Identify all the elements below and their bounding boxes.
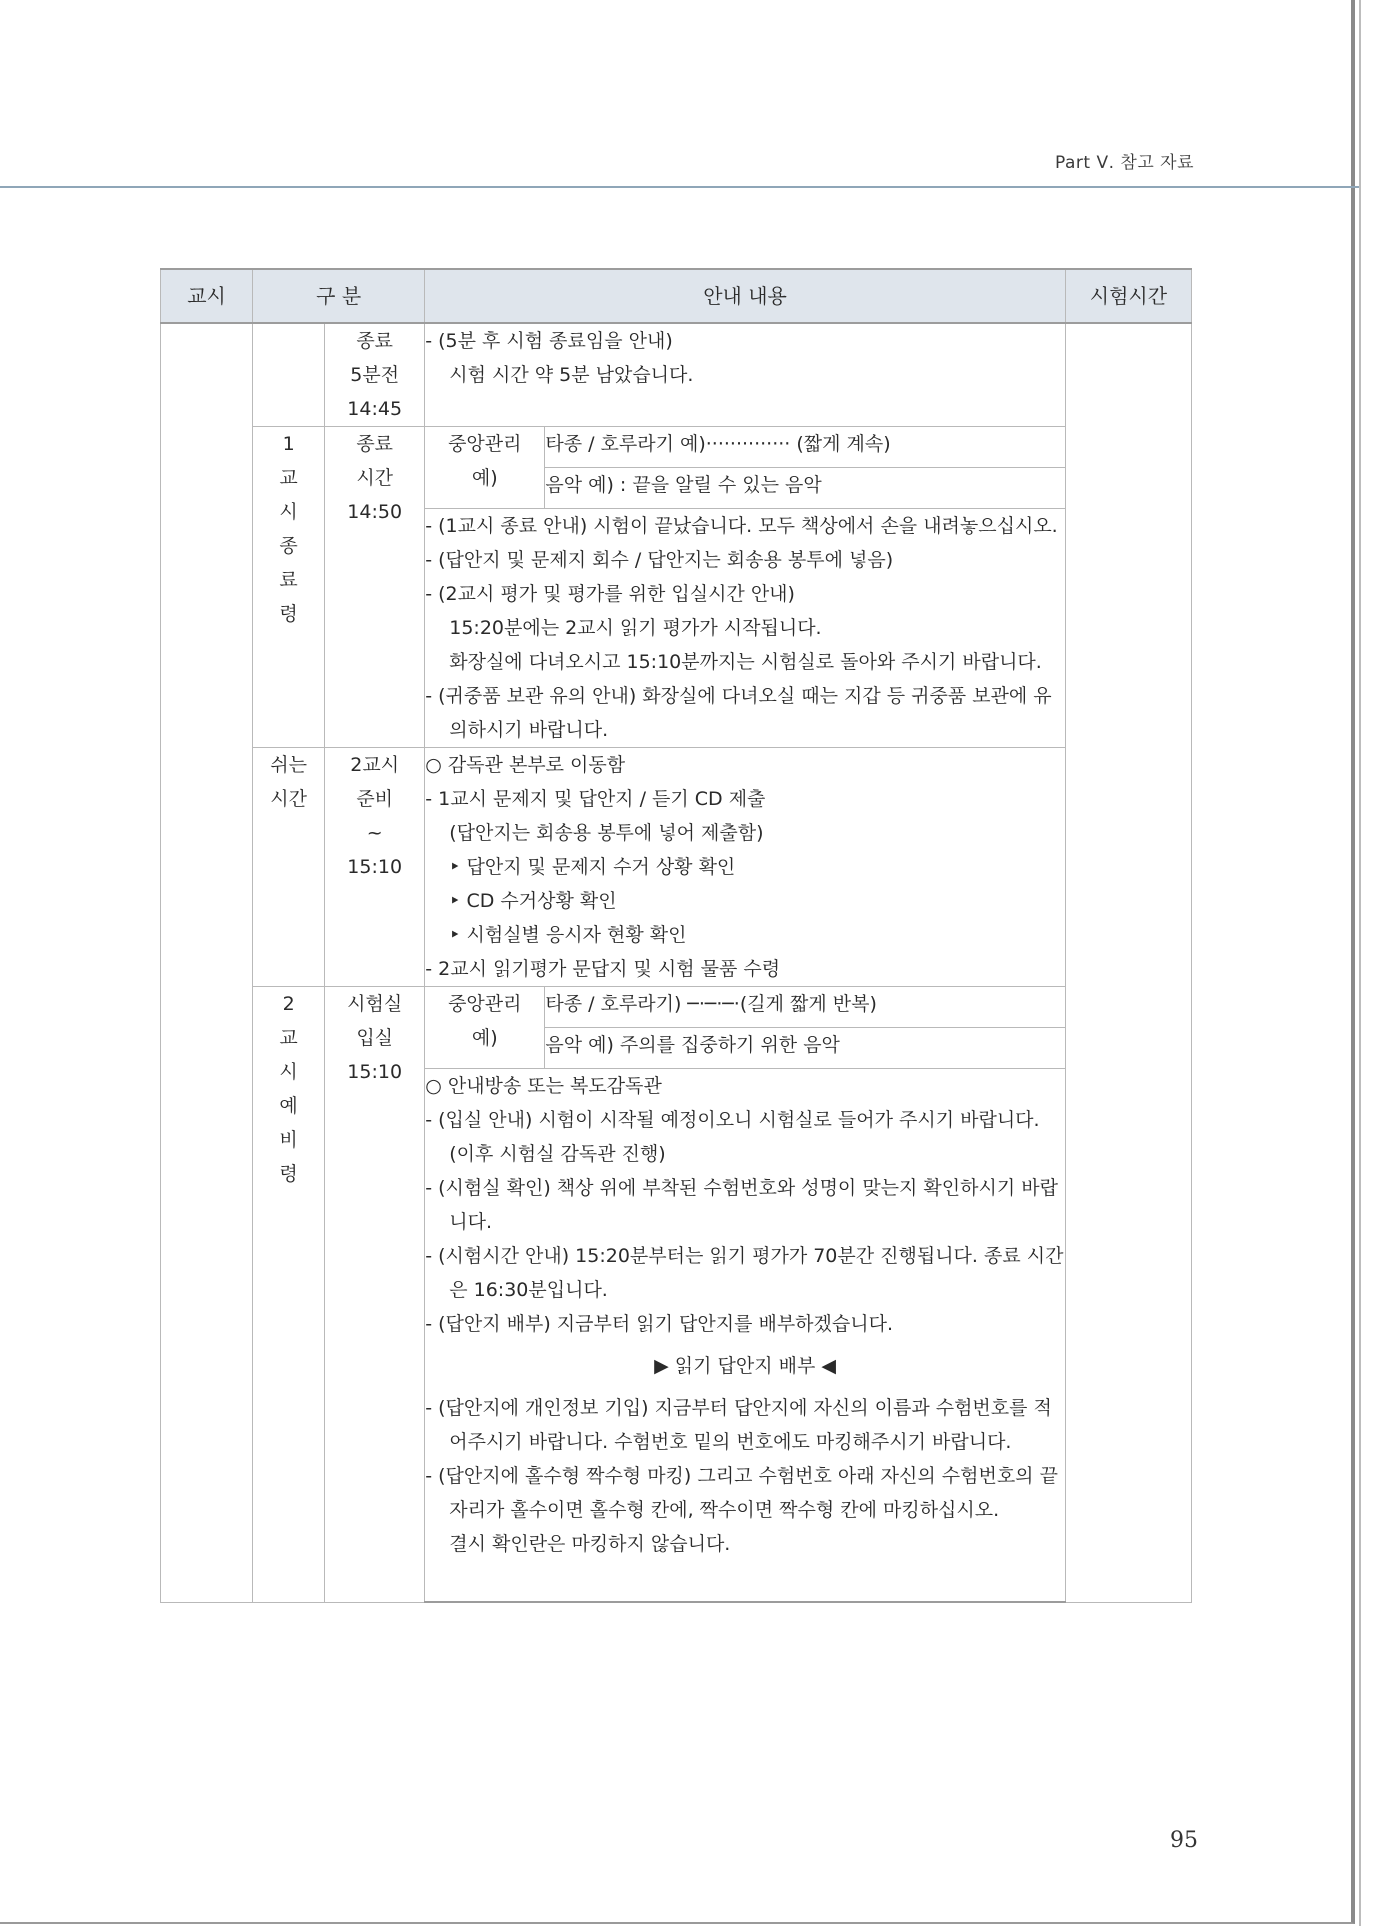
content-line: - (5분 후 시험 종료임을 안내) <box>425 330 673 352</box>
content-line: - (시험시간 안내) 15:20분부터는 읽기 평가가 70분간 진행됩니다. 종료 시간은 16:30분입니다. <box>425 1245 1064 1301</box>
content-line: - (답안지 및 문제지 회수 / 답안지는 회송용 봉투에 넣음) <box>425 549 894 571</box>
sub-text: 시간 <box>356 467 394 489</box>
break-label <box>253 748 325 987</box>
section-char: 비 <box>279 1129 298 1151</box>
central-text: 중앙관리 <box>448 993 522 1015</box>
signal-cell: 타종 / 호루라기) ─·─·─·(길게 짧게 반복) <box>545 987 1066 1028</box>
section-char: 령 <box>279 1163 298 1185</box>
content-line: - (답안지에 홀수형 짝수형 마킹) 그리고 수험번호 아래 자신의 수험번호의 끝자리가 홀수이면 홀수형 칸에, 짝수이면 짝수형 칸에 마킹하십시오. <box>425 1465 1058 1521</box>
header-gubun: 구 분 <box>253 269 425 323</box>
table-header-row <box>161 269 1192 323</box>
content-line: - 1교시 문제지 및 답안지 / 듣기 CD 제출 <box>425 788 766 810</box>
section-label-1 <box>253 427 325 748</box>
section-char: 종 <box>279 535 298 557</box>
section-char: 시 <box>279 501 298 523</box>
content-line: ‣ 시험실별 응시자 현황 확인 <box>449 924 687 946</box>
table-row <box>161 323 1192 427</box>
content-line: 화장실에 다녀오시고 15:10분까지는 시험실로 돌아와 주시기 바랍니다. <box>449 651 1042 673</box>
signal-cell: 음악 예) 주의를 집중하기 위한 음악 <box>545 1028 1066 1069</box>
content-cell-end5 <box>425 323 1066 427</box>
sub-text: 준비 <box>356 788 394 810</box>
header-content: 안내 내용 <box>425 269 1066 323</box>
central-label-1 <box>425 427 545 509</box>
content-cell-entry <box>425 1069 1066 1603</box>
page-number: 95 <box>1170 1828 1198 1853</box>
break-text: 시간 <box>270 788 307 810</box>
sub-text: 5분전 <box>350 364 400 386</box>
section-char: 교 <box>279 467 298 489</box>
running-header: Part Ⅴ. 참고 자료 <box>1055 153 1194 173</box>
table-row <box>161 987 1192 1028</box>
content-line: - (1교시 종료 안내) 시험이 끝났습니다. 모두 책상에서 손을 내려놓으십시오. <box>425 515 1058 537</box>
content-line: ○ 안내방송 또는 복도감독관 <box>425 1075 662 1097</box>
content-line: - 2교시 읽기평가 문답지 및 시험 물품 수령 <box>425 958 781 980</box>
sub-text: ~ <box>366 822 383 844</box>
sub-cell-end <box>325 427 425 748</box>
content-line: (이후 시험실 감독관 진행) <box>449 1143 666 1165</box>
content-line: 결시 확인란은 마킹하지 않습니다. <box>449 1533 731 1555</box>
section-char: 2 <box>282 993 295 1015</box>
section-empty-cell <box>253 323 325 427</box>
section-char: 교 <box>279 1027 298 1049</box>
signal-cell: 타종 / 호루라기 예)·············· (짧게 계속) <box>545 427 1066 468</box>
sub-cell-entry <box>325 987 425 1603</box>
section-char: 시 <box>279 1061 298 1083</box>
distribution-notice: ▶ 읽기 답안지 배부 ◀ <box>654 1355 836 1377</box>
table-row <box>161 748 1192 987</box>
content-cell-break <box>425 748 1066 987</box>
sub-text: 입실 <box>356 1027 394 1049</box>
content-line: - (입실 안내) 시험이 시작될 예정이오니 시험실로 들어가 주시기 바랍니다. <box>425 1109 1040 1131</box>
section-char: 료 <box>279 569 298 591</box>
central-text: 예) <box>471 1027 498 1049</box>
content-line: ‣ 답안지 및 문제지 수거 상황 확인 <box>449 856 736 878</box>
header-rule <box>0 186 1359 188</box>
content-line: - (귀중품 보관 유의 안내) 화장실에 다녀오실 때는 지갑 등 귀중품 보관에 유의하시기 바랍니다. <box>425 685 1052 741</box>
signal-cell: 음악 예) : 끝을 알릴 수 있는 음악 <box>545 468 1066 509</box>
sub-text: 14:45 <box>347 398 403 420</box>
section-char: 령 <box>279 603 298 625</box>
content-line: 시험 시간 약 5분 남았습니다. <box>449 364 694 386</box>
section-label-2 <box>253 987 325 1603</box>
sub-text: 15:10 <box>347 856 403 878</box>
gyosi-cell <box>161 323 253 1602</box>
section-char: 1 <box>282 433 295 455</box>
content-line: 15:20분에는 2교시 읽기 평가가 시작됩니다. <box>449 617 822 639</box>
sub-text: 2교시 <box>350 754 400 776</box>
content-line: - (2교시 평가 및 평가를 위한 입실시간 안내) <box>425 583 795 605</box>
central-text: 예) <box>471 467 498 489</box>
sub-text: 종료 <box>356 433 394 455</box>
header-gyosi: 교시 <box>161 269 253 323</box>
sub-text: 14:50 <box>347 501 403 523</box>
sub-cell-end5 <box>325 323 425 427</box>
sub-text: 시험실 <box>347 993 403 1015</box>
central-text: 중앙관리 <box>448 433 522 455</box>
content-cell-end <box>425 509 1066 748</box>
page-edge <box>1359 0 1361 1926</box>
table-row <box>161 427 1192 468</box>
break-text: 쉬는 <box>270 754 307 776</box>
header-time: 시험시간 <box>1065 269 1191 323</box>
content-line: ○ 감독관 본부로 이동함 <box>425 754 626 776</box>
content-line: - (답안지에 개인정보 기입) 지금부터 답안지에 자신의 이름과 수험번호를 적어주시기 바랍니다. 수험번호 밑의 번호에도 마킹해주시기 바랍니다. <box>425 1397 1052 1453</box>
section-char: 예 <box>279 1095 298 1117</box>
exam-guide-table <box>160 268 1192 1603</box>
content-line: ‣ CD 수거상황 확인 <box>449 890 617 912</box>
central-label-2 <box>425 987 545 1069</box>
sub-text: 15:10 <box>347 1061 403 1083</box>
sub-cell-break <box>325 748 425 987</box>
content-line: (답안지는 회송용 봉투에 넣어 제출함) <box>449 822 764 844</box>
sub-text: 종료 <box>356 330 394 352</box>
content-line: - (답안지 배부) 지금부터 읽기 답안지를 배부하겠습니다. <box>425 1313 893 1335</box>
content-line: - (시험실 확인) 책상 위에 부착된 수험번호와 성명이 맞는지 확인하시기 바랍니다. <box>425 1177 1058 1233</box>
exam-time-cell <box>1065 323 1191 1602</box>
